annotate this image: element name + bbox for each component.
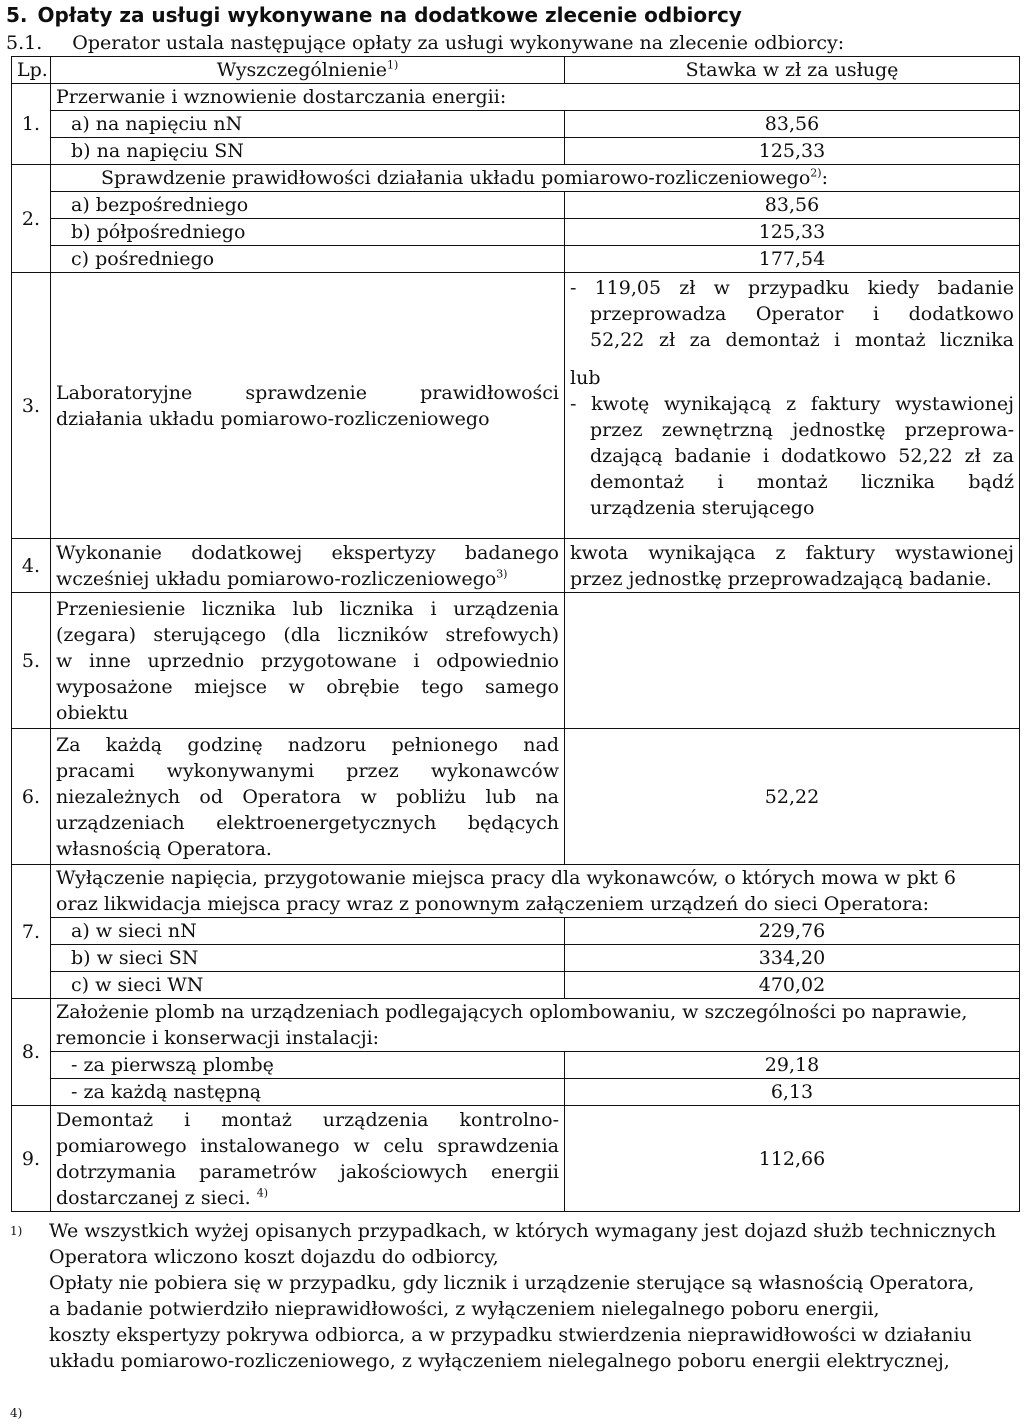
table-row bbox=[12, 593, 1020, 729]
desc-line: Laboratoryjne sprawdzenie prawidłowości bbox=[56, 381, 559, 404]
item-rate: 6,13 bbox=[565, 1079, 1020, 1106]
footnote-line: układu pomiarowo-rozliczeniowego, z wyłączeniem nielegalnego poboru energii elektrycznej, bbox=[49, 1350, 950, 1372]
desc-line: działania układu pomiarowo-rozliczeniowego bbox=[56, 407, 490, 430]
item-rate: 83,56 bbox=[565, 111, 1020, 138]
footnote-4-marker: 4) bbox=[10, 1406, 23, 1420]
desc-line: Za każdą godzinę nadzoru pełnionego nad bbox=[56, 733, 559, 756]
footnote-ref-2: 2) bbox=[810, 166, 822, 180]
row-rate: 52,22 bbox=[565, 729, 1020, 865]
section-number: 5. bbox=[6, 3, 28, 27]
row-rate bbox=[565, 273, 1020, 539]
row-number: 1. bbox=[12, 84, 51, 165]
row-number: 8. bbox=[12, 999, 51, 1106]
rate-line: dzającą badanie i dodatkowo 52,22 zł za bbox=[590, 445, 1014, 467]
item-label: a) w sieci nN bbox=[51, 918, 565, 945]
header-lp: Lp. bbox=[12, 57, 51, 84]
row-description bbox=[51, 1106, 565, 1212]
footnote-ref-1: 1) bbox=[387, 58, 399, 72]
desc-line bbox=[56, 1185, 559, 1211]
table-row bbox=[12, 273, 1020, 539]
fees-table bbox=[11, 56, 1020, 1212]
table-row bbox=[12, 918, 1020, 945]
title-line: oraz likwidacja miejsca pracy wraz z ponownym załączeniem urządzeń do sieci Operatora: bbox=[56, 893, 930, 915]
desc-line: niezależnych od Operatora w pobliżu lub na bbox=[56, 785, 559, 808]
rate-line: demontaż i montaż licznika bądź bbox=[590, 471, 1014, 493]
table-row bbox=[12, 219, 1020, 246]
row-title: Przerwanie i wznowienie dostarczania energii: bbox=[51, 84, 1020, 111]
desc-line: dotrzymania parametrów jakościowych energii bbox=[56, 1160, 559, 1183]
title-line: Wyłączenie napięcia, przygotowanie miejsca pracy dla wykonawców, o których mowa w pkt 6 bbox=[56, 867, 957, 889]
item-rate: 334,20 bbox=[565, 945, 1020, 972]
table-row bbox=[12, 84, 1020, 111]
row-number: 9. bbox=[12, 1106, 51, 1212]
row-rate-empty bbox=[565, 593, 1020, 729]
footnotes bbox=[10, 1218, 1014, 1374]
desc-line: własnością Operatora. bbox=[56, 837, 272, 860]
desc-line: wyposażone miejsce w obrębie tego samego bbox=[56, 675, 559, 698]
row-description bbox=[51, 593, 565, 729]
row-number: 4. bbox=[12, 539, 51, 593]
item-label: b) na napięciu SN bbox=[51, 138, 565, 165]
rate-line: przeprowadza Operator i dodatkowo bbox=[590, 303, 1014, 325]
desc-line: (zegara) sterującego (dla liczników strefowych) bbox=[56, 623, 559, 646]
footnote-ref-4: 4) bbox=[256, 1186, 269, 1200]
item-rate: 29,18 bbox=[565, 1052, 1020, 1079]
desc-line: Demontaż i montaż urządzenia kontrolno- bbox=[56, 1108, 559, 1131]
rate-line: przez jednostkę przeprowadzającą badanie. bbox=[570, 567, 992, 590]
desc-line: w inne uprzednio przygotowane i odpowiednio bbox=[56, 649, 559, 672]
desc-line bbox=[56, 566, 559, 592]
table-row bbox=[12, 138, 1020, 165]
row-number: 3. bbox=[12, 273, 51, 539]
table-row bbox=[12, 1052, 1020, 1079]
item-label: a) na napięciu nN bbox=[51, 111, 565, 138]
item-rate: 470,02 bbox=[565, 972, 1020, 999]
table-row bbox=[12, 246, 1020, 273]
row-title bbox=[51, 165, 1020, 192]
row-title-text: Sprawdzenie prawidłowości działania układu pomiarowo-rozliczeniowego bbox=[101, 167, 811, 189]
footnote-2 bbox=[10, 1270, 1014, 1322]
rate-line: - kwotę wynikającą z faktury wystawionej bbox=[570, 393, 1014, 415]
item-rate: 177,54 bbox=[565, 246, 1020, 273]
footnote-line: Opłaty nie pobiera się w przypadku, gdy licznik i urządzenie sterujące są własnością Operatora, bbox=[49, 1272, 975, 1294]
item-label: - za każdą następną bbox=[51, 1079, 565, 1106]
item-label: b) półpośredniego bbox=[51, 219, 565, 246]
rate-line: - 119,05 zł w przypadku kiedy badanie bbox=[570, 277, 1014, 299]
row-number: 2. bbox=[12, 165, 51, 273]
row-number: 5. bbox=[12, 593, 51, 729]
table-row bbox=[12, 539, 1020, 593]
row-number: 7. bbox=[12, 865, 51, 999]
section-heading bbox=[6, 2, 742, 28]
section-title: Opłaty za usługi wykonywane na dodatkowe zlecenie odbiorcy bbox=[37, 3, 742, 27]
row-title bbox=[51, 999, 1020, 1052]
title-line: Założenie plomb na urządzeniach podlegających oplombowaniu, w szczególności po naprawie, bbox=[56, 1001, 968, 1023]
table-row bbox=[12, 192, 1020, 219]
footnote-marker: 1) bbox=[10, 1224, 23, 1238]
header-rate: Stawka w zł za usługę bbox=[565, 57, 1020, 84]
row-rate: 112,66 bbox=[565, 1106, 1020, 1212]
desc-line-text: wcześniej układu pomiarowo-rozliczeniowego bbox=[56, 567, 497, 590]
desc-line: Przeniesienie licznika lub licznika i urządzenia bbox=[56, 597, 559, 620]
item-label: - za pierwszą plombę bbox=[51, 1052, 565, 1079]
header-description-label: Wyszczególnienie bbox=[216, 59, 387, 81]
footnote-line: a badanie potwierdziło nieprawidłowości, z wyłączeniem nielegalnego poboru energii, bbox=[49, 1298, 880, 1320]
subsection-number: 5.1. bbox=[6, 32, 43, 54]
table-row bbox=[12, 729, 1020, 865]
table-row bbox=[12, 972, 1020, 999]
row-rate bbox=[565, 539, 1020, 593]
rate-line: przez zewnętrzną jednostkę przeprowa- bbox=[590, 419, 1014, 441]
item-label: b) w sieci SN bbox=[51, 945, 565, 972]
row-number: 6. bbox=[12, 729, 51, 865]
rate-or: lub bbox=[570, 367, 601, 389]
item-label: c) pośredniego bbox=[51, 246, 565, 273]
table-row bbox=[12, 1106, 1020, 1212]
footnote-line: We wszystkich wyżej opisanych przypadkach, w których wymagany jest dojazd służb technicznych bbox=[49, 1220, 997, 1242]
item-label: c) w sieci WN bbox=[51, 972, 565, 999]
row-description bbox=[51, 539, 565, 593]
item-label: a) bezpośredniego bbox=[51, 192, 565, 219]
item-rate: 229,76 bbox=[565, 918, 1020, 945]
row-title-colon: : bbox=[821, 167, 828, 189]
footnote-line: Operatora wliczono koszt dojazdu do odbiorcy, bbox=[49, 1246, 499, 1268]
desc-line-text: dostarczanej z sieci. bbox=[56, 1186, 251, 1209]
row-description bbox=[51, 273, 565, 539]
table-row bbox=[12, 1079, 1020, 1106]
table-row bbox=[12, 165, 1020, 192]
table-row bbox=[12, 945, 1020, 972]
rate-line: 52,22 zł za demontaż i montaż licznika bbox=[590, 329, 1014, 351]
table-row bbox=[12, 865, 1020, 918]
row-title bbox=[51, 865, 1020, 918]
desc-line: Wykonanie dodatkowej ekspertyzy badanego bbox=[56, 541, 559, 564]
desc-line: pracami wykonywanymi przez wykonawców bbox=[56, 759, 559, 782]
subsection-text: Operator ustala następujące opłaty za usługi wykonywane na zlecenie odbiorcy: bbox=[72, 32, 845, 54]
subsection-heading bbox=[6, 30, 844, 56]
rate-line: urządzenia sterującego bbox=[590, 497, 815, 519]
desc-line: pomiarowego instalowanego w celu sprawdzenia bbox=[56, 1134, 559, 1157]
table-row bbox=[12, 111, 1020, 138]
footnote-line: koszty ekspertyzy pokrywa odbiorca, a w przypadku stwierdzenia nieprawidłowości w działaniu bbox=[49, 1324, 972, 1346]
footnote-1 bbox=[10, 1218, 1014, 1270]
title-line: remoncie i konserwacji instalacji: bbox=[56, 1027, 380, 1049]
item-rate: 125,33 bbox=[565, 138, 1020, 165]
row-description bbox=[51, 729, 565, 865]
table-header-row bbox=[12, 57, 1020, 84]
rate-line: kwota wynikająca z faktury wystawionej bbox=[570, 541, 1014, 564]
desc-line: urządzeniach elektroenergetycznych będących bbox=[56, 811, 559, 834]
footnote-ref-3: 3) bbox=[496, 567, 508, 581]
item-rate: 125,33 bbox=[565, 219, 1020, 246]
desc-line: obiektu bbox=[56, 701, 129, 724]
table-row bbox=[12, 999, 1020, 1052]
item-rate: 83,56 bbox=[565, 192, 1020, 219]
footnote-3 bbox=[10, 1322, 1014, 1374]
header-description bbox=[51, 57, 565, 84]
